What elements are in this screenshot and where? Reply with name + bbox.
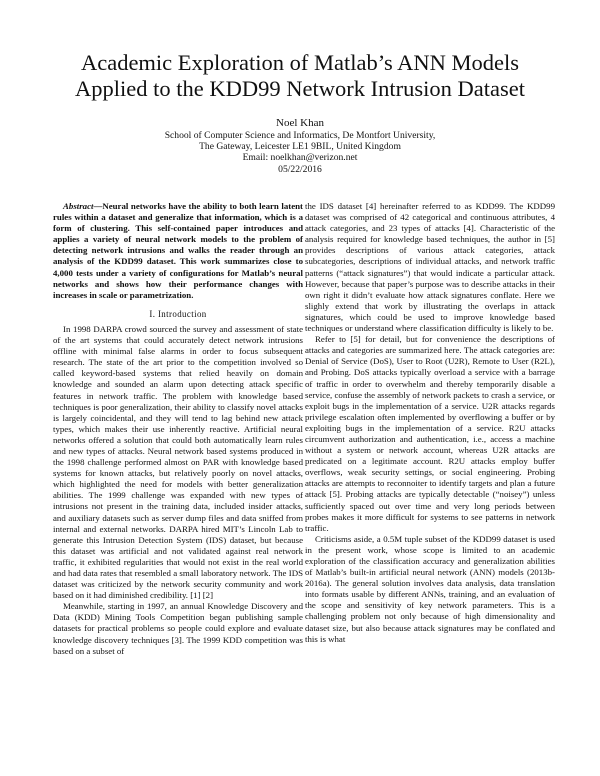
paper-title <box>40 50 560 102</box>
abstract-label: Abstract <box>63 201 94 211</box>
affiliation-line-1: School of Computer Science and Informatics, De Montfort University, <box>164 130 436 141</box>
intro-paragraph-2-cont: the IDS dataset [4] hereinafter referred to as KDD99. The KDD99 dataset was comprised of 42 categorical and continuous attributes, 4 attack categories, and 23 types of attacks [4]. Characteristic of the analysis required for knowledge based techniques, the author in [5] provides descriptions of various attack categories, attack subcategories, descriptions of individual attacks, and network traffic patterns (“attack signatures”) that would indicate a particular attack. However, because that paper’s purpose was to describe attacks in their own right it didn’t evaluate how attack signatures conflate. Here we slighly extend that work by illustrating the overlaps in attack signatures, which could be used to improve knowledge based techniques or understand where classification difficulty is likely to be. <box>305 201 555 334</box>
right-column <box>305 201 555 645</box>
intro-paragraph-1: In 1998 DARPA crowd sourced the survey and assessment of state of the art systems that could accurately detect network intrusions offline with minimal false alarms in order to focus subsequent research. The state of the art prior to the competition involved so called keyword-based systems that relied heavily on domain knowledge and sounded an alarm upon detecting attack specific features in network traffic. The problem with knowledge based techniques is poor generalization, their ability to classify novel attacks is largely coincidental, and they will tend to lag behind new attack types, which makes their use inherently reactive. Artificial neural networks offered a solution that could both automatically learn rules and new types of attacks. Neural network based systems produced in the 1998 challenge performed almost on PAR with knowledge based systems for known attacks, but relatively poorly on novel attacks, which highlighted the need for models with better generalization abilities. The 1999 challenge was expanded with new types of intrusions not present in the training data, included insider attacks, and auxiliary datasets such as server dump files and data sniffed from internal and external networks. DARPA hired MIT’s Lincoln Lab to generate this Intrusion Detection System (IDS) dataset, but because this dataset was artificial and not validated against real network traffic, it exhibited regularities that would not exist in the real world and had data rates that resembled a small laboratory network. The IDS dataset was criticized by the network security community and work based on it had diminished credibility. [1] [2] <box>53 323 303 601</box>
abstract <box>53 201 303 301</box>
author-name: Noel Khan <box>276 117 324 129</box>
left-column <box>53 201 303 657</box>
paper-date: 05/22/2016 <box>278 163 322 175</box>
title-line-1: Academic Exploration of Matlab’s ANN Models <box>80 50 520 75</box>
intro-paragraph-4: Criticisms aside, a 0.5M tuple subset of the KDD99 dataset is used in the present work, whose scope is limited to an academic exploration of the classification accuracy and generalization abilities of Matlab’s built-in artificial neural network (ANN) models (2013b-2016a). The general solution involves data analysis, data translation into formats usable by different ANNs, training, and an evaluation of the scope and sensitivity of key network parameters. This is a challenging problem not only because of high dimensionality and dataset size, but also because attack signatures may be conflated and this is what <box>305 533 555 644</box>
section-heading-introduction: I. Introduction <box>149 308 207 319</box>
abstract-text: —Neural networks have the ability to both learn latent rules within a dataset and generalize that information, which is a form of clustering. This self-contained paper introduces and applies a variety of neural network models to the problem of detecting network intrusions and walks the reader through an analysis of the KDD99 dataset. This work summarizes close to 4,000 tests under a variety of configurations for Matlab’s neural networks and shows how their performance changes with increases in scale or parametrization. <box>53 201 303 300</box>
author-block <box>60 117 540 175</box>
intro-paragraph-2-start: Meanwhile, starting in 1997, an annual Knowledge Discovery and Data (KDD) Mining Tools Competition began publishing sample datasets for practical problems so people could explore and evaluate knowledge discovery techniques [3]. The 1999 KDD competition was based on a subset of <box>53 601 303 656</box>
author-email: Email: noelkhan@verizon.net <box>242 152 358 164</box>
intro-paragraph-3: Refer to [5] for detail, but for convenience the descriptions of attacks and categories are summarized here. The attack categories are: Denial of Service (DoS), User to Root (U2R), Remote to User (R2L), and Probing. DoS attacks typically overload a service with a barrage of traffic in order to overwhelm and thereby temporarily disable a service, confuse the assembly of network packets to crash a service, or exploit bugs in the implementation of a service. U2R attacks regards privilege escalation often implemented by overflowing a buffer or by exploiting bugs in the implementation of a service. R2U attacks circumvent authorization and authentication, i.e., access a machine without a system or network account, whereas U2R attacks are predicated on a legitimate account. R2U attacks employ buffer overflows, weak security settings, or social engineering. Probing attacks are attempts to reconnoiter to identify targets and plan a future attack [5]. Probing attacks are typically detectable (“noisey”) unless sufficiently spaced out over time and very long periods between probes makes it more difficult for systems to see patterns in network traffic. <box>305 334 555 533</box>
title-line-2: Applied to the KDD99 Network Intrusion Dataset <box>75 76 525 101</box>
affiliation-line-2: The Gateway, Leicester LE1 9BIL, United Kingdom <box>199 141 401 153</box>
